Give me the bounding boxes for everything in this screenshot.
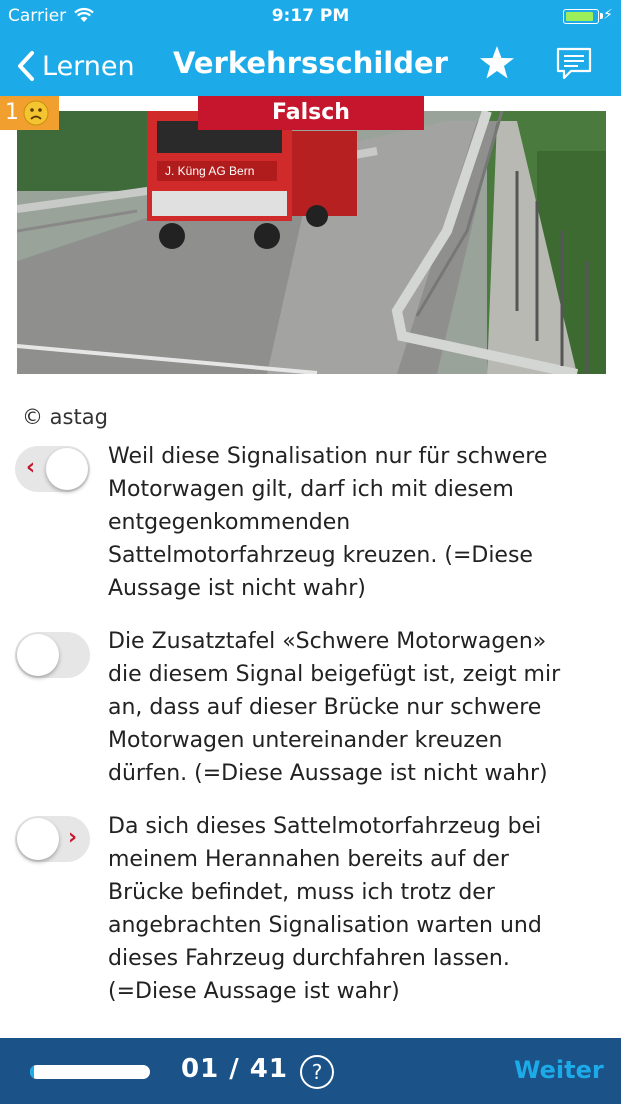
next-button[interactable]: Weiter	[514, 1056, 604, 1084]
back-label: Lernen	[42, 50, 135, 82]
page-title: Verkehrsschilder	[173, 46, 448, 80]
statement-2-text: Die Zusatztafel «Schwere Motorwagen» die diesem Signal beigefügt ist, zeigt mir an, dass auf dieser Brücke nur schwere Motorwagen untereinander kreuzen dürfen. (=Diese Aussage ist nicht wahr)	[108, 629, 561, 786]
attempt-count: 1	[5, 100, 19, 125]
chevron-left-icon	[16, 50, 36, 82]
back-button[interactable]	[16, 46, 135, 86]
chevron-left-icon: ‹	[26, 455, 36, 480]
bottom-toolbar	[0, 1038, 621, 1104]
favorite-star-icon[interactable]	[477, 43, 517, 83]
charging-icon: ⚡	[603, 7, 613, 23]
help-button[interactable]: ?	[300, 1055, 334, 1089]
chevron-right-icon: ›	[68, 825, 78, 850]
sad-face-icon	[23, 100, 49, 126]
carrier-label: Carrier	[8, 6, 67, 26]
status-time: 9:17 PM	[271, 6, 350, 26]
result-badge: Falsch	[198, 96, 424, 130]
toggle-knob	[17, 818, 59, 860]
toggle-knob	[17, 634, 59, 676]
statement-3-toggle[interactable]	[15, 816, 90, 862]
statement-3-text: Da sich dieses Sattelmotorfahrzeug bei meinem Herannahen bereits auf der Brücke befindet, muss ich trotz der angebrachten Signalisation warten und dieses Fahrzeug durchfahren lassen. (=Diese Aussage ist wahr)	[108, 814, 542, 1004]
battery-icon	[563, 9, 599, 24]
statement-1-toggle[interactable]	[15, 446, 90, 492]
toggle-knob	[46, 448, 88, 490]
question-photo	[17, 111, 606, 374]
status-bar	[0, 0, 621, 34]
photo-copyright: © astag	[22, 405, 108, 429]
navigation-bar	[0, 34, 621, 96]
question-counter: 01 / 41	[181, 1054, 288, 1084]
comment-icon[interactable]	[554, 46, 594, 82]
progress-fill	[30, 1065, 34, 1079]
progress-bar	[30, 1065, 150, 1079]
truck-lettering: J. Küng AG Bern	[165, 164, 255, 178]
attempt-count-badge	[0, 96, 59, 130]
statement-1-text: Weil diese Signalisation nur für schwere Motorwagen gilt, darf ich mit diesem entgegenkommenden Sattelmotorfahrzeug kreuzen. (=Diese Aussage ist nicht wahr)	[108, 444, 548, 601]
statement-2-toggle[interactable]	[15, 632, 90, 678]
